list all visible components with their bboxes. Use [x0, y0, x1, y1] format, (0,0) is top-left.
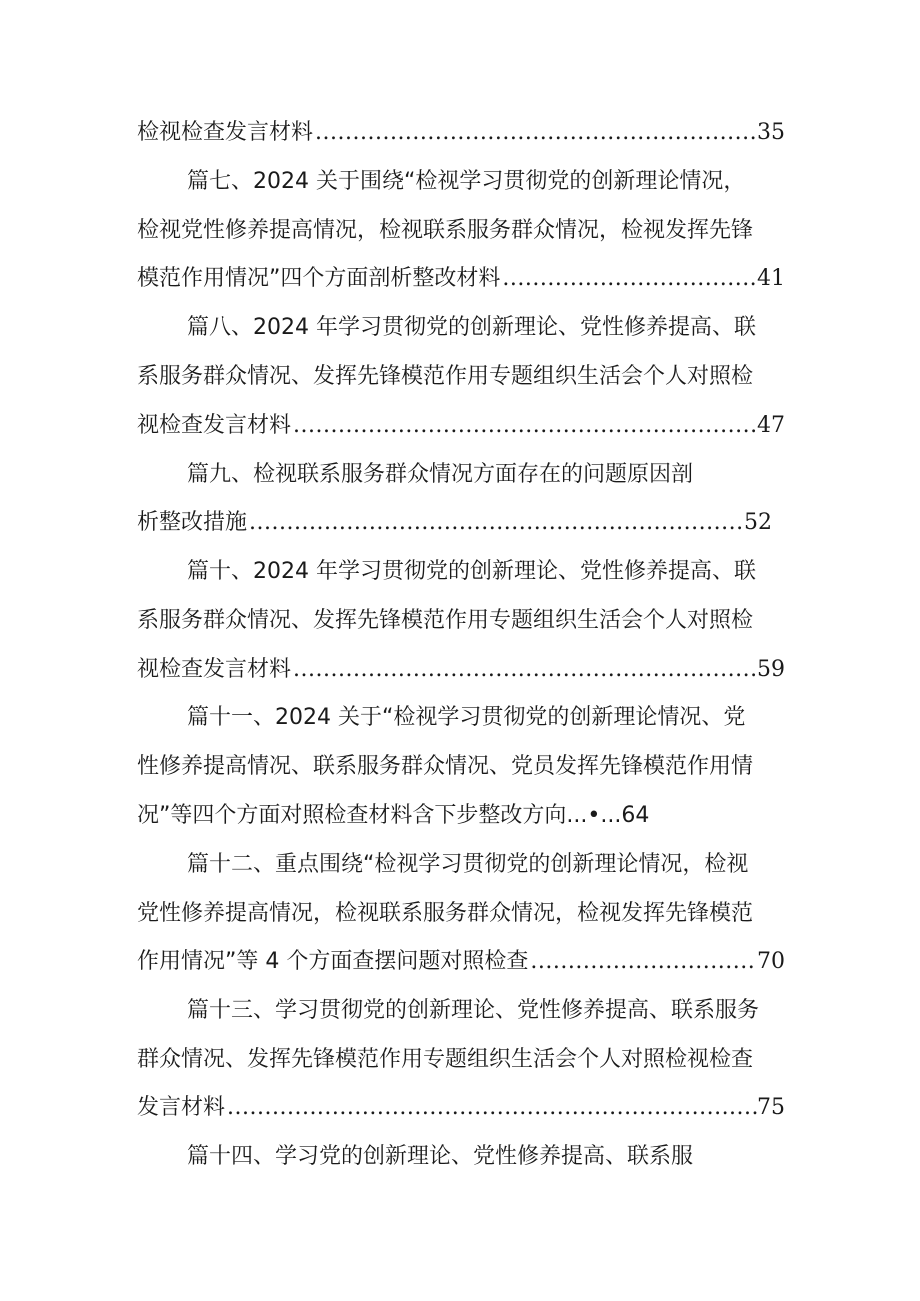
toc-entry-heading: 篇十三、学习贯彻党的创新理论、党性修养提高、联系服务: [187, 998, 760, 1023]
toc-page-number: 75: [757, 1095, 785, 1120]
toc-line: [137, 650, 785, 690]
toc-entry-text: 视检查发言材料: [137, 413, 292, 438]
toc-line: [137, 259, 785, 299]
toc-entry-text: 作用情况”等 4 个方面查摆问题对照检查: [137, 949, 529, 974]
toc-line: 性修养提高情况、联系服务群众情况、党员发挥先锋模范作用情: [137, 754, 754, 779]
toc-leader-dots: [500, 259, 757, 299]
toc-line: [137, 1088, 785, 1128]
toc-leader-dots: [291, 650, 757, 690]
toc-entry-heading: 篇七、2024 关于围绕“检视学习贯彻党的创新理论情况，: [187, 169, 746, 194]
toc-page-number: 41: [757, 266, 785, 291]
toc-entry-heading: 篇八、2024 年学习贯彻党的创新理论、党性修养提高、联: [187, 315, 756, 340]
toc-page-number: 70: [757, 949, 785, 974]
toc-line: [137, 942, 785, 982]
toc-entry-heading: 篇十四、学习党的创新理论、党性修养提高、联系服: [187, 1144, 694, 1169]
toc-entry-text: 视检查发言材料: [137, 657, 292, 682]
toc-entry-text: 发言材料: [137, 1095, 226, 1120]
toc-page-number: 35: [757, 120, 785, 145]
toc-line: 检视党性修养提高情况，检视联系服务群众情况，检视发挥先锋: [137, 218, 754, 243]
toc-line: 系服务群众情况、发挥先锋模范作用专题组织生活会个人对照检: [137, 364, 754, 389]
toc-leader-dots: [313, 113, 757, 153]
toc-entry-heading: 篇九、检视联系服务群众情况方面存在的问题原因剖: [187, 462, 694, 487]
toc-line: 况”等四个方面对照检查材料含下步整改方向...•...64: [137, 803, 650, 828]
toc-entry-text: 析整改措施: [137, 510, 248, 535]
toc-page-number: 52: [744, 510, 772, 535]
toc-page-number: 47: [757, 413, 785, 438]
toc-line: [137, 406, 785, 446]
toc-line: [137, 113, 785, 153]
toc-entry-heading: 篇十二、重点围绕“检视学习贯彻党的创新理论情况，检视: [187, 852, 749, 877]
toc-line: 系服务群众情况、发挥先锋模范作用专题组织生活会个人对照检: [137, 608, 754, 633]
toc-entry-text: 模范作用情况”四个方面剖析整改材料: [137, 266, 501, 291]
toc-page-number: 59: [757, 657, 785, 682]
toc-entry-heading: 篇十、2024 年学习贯彻党的创新理论、党性修养提高、联: [187, 559, 756, 584]
toc-leader-dots: [247, 503, 744, 543]
toc-line: 群众情况、发挥先锋模范作用专题组织生活会个人对照检视检查: [137, 1047, 754, 1072]
toc-line: [137, 503, 772, 543]
toc-entry-text: 检视检查发言材料: [137, 120, 314, 145]
toc-leader-dots: [528, 942, 757, 982]
toc-entry-heading: 篇十一、2024 关于“检视学习贯彻党的创新理论情况、党: [187, 705, 746, 730]
toc-leader-dots: [225, 1088, 757, 1128]
toc-leader-dots: [291, 406, 757, 446]
toc-line: 党性修养提高情况，检视联系服务群众情况，检视发挥先锋模范: [137, 901, 754, 926]
